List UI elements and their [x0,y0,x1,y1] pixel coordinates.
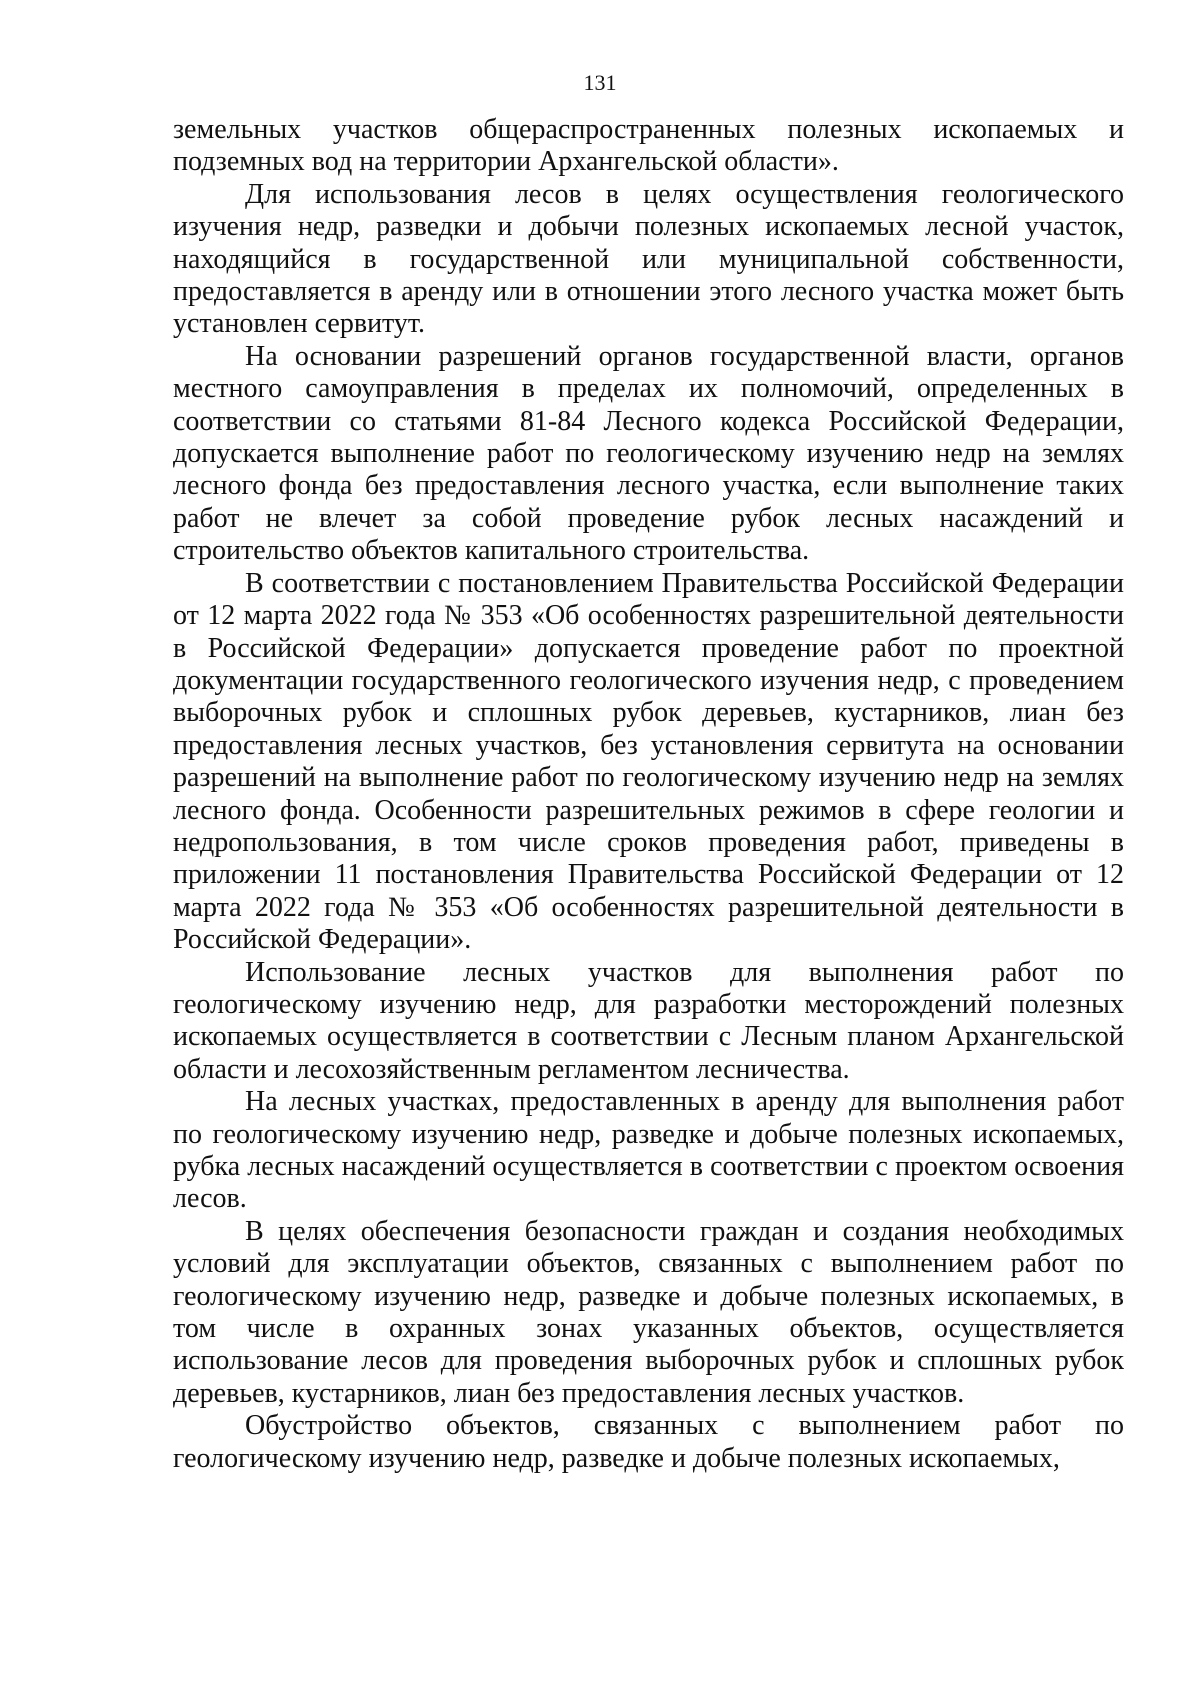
paragraph: Использование лесных участков для выполнения работ по геологическому изучению недр, для разработки месторождений полезных ископаемых осуществляется в соответствии с Лесным планом Архангельской области и лесохозяйственным регламентом лесничества. [173,956,1124,1085]
paragraph: земельных участков общераспространенных полезных ископаемых и подземных вод на территории Архангельской области». [173,114,1124,178]
body-text [173,114,1124,1475]
paragraph: В целях обеспечения безопасности граждан и создания необходимых условий для эксплуатации объектов, связанных с выполнением работ по геологическому изучению недр, разведке и добыче полезных ископаемых, в том числе в охранных зонах указанных объектов, осуществляется использование лесов для проведения выборочных рубок и сплошных рубок деревьев, кустарников, лиан без предоставления лесных участков. [173,1215,1124,1409]
page-number: 131 [583,70,617,95]
paragraph: Обустройство объектов, связанных с выполнением работ по геологическому изучению недр, разведке и добыче полезных ископаемых, [173,1410,1124,1474]
paragraph: На основании разрешений органов государственной власти, органов местного самоуправления в пределах их полномочий, определенных в соответствии со статьями 81-84 Лесного кодекса Российской Федерации, допускается выполнение работ по геологическому изучению недр на землях лесного фонда без предоставления лесного участка, если выполнение таких работ не влечет за собой проведение рубок лесных насаждений и строительство объектов капитального строительства. [173,340,1124,567]
paragraph: На лесных участках, предоставленных в аренду для выполнения работ по геологическому изучению недр, разведке и добыче полезных ископаемых, рубка лесных насаждений осуществляется в соответствии с проектом освоения лесов. [173,1086,1124,1215]
paragraph: В соответствии с постановлением Правительства Российской Федерации от 12 марта 2022 года № 353 «Об особенностях разрешительной деятельности в Российской Федерации» допускается проведение работ по проектной документации государственного геологического изучения недр, с проведением выборочных рубок и сплошных рубок деревьев, кустарников, лиан без предоставления лесных участков, без установления сервитута на основании разрешений на выполнение работ по геологическому изучению недр на землях лесного фонда. Особенности разрешительных режимов в сфере геологии и недропользования, в том числе сроков проведения работ, приведены в приложении 11 постановления Правительства Российской Федерации от 12 марта 2022 года № 353 «Об особенностях разрешительной деятельности в Российской Федерации». [173,567,1124,956]
paragraph: Для использования лесов в целях осуществления геологического изучения недр, разведки и добычи полезных ископаемых лесной участок, находящийся в государственной или муниципальной собственности, предоставляется в аренду или в отношении этого лесного участка может быть установлен сервитут. [173,178,1124,340]
